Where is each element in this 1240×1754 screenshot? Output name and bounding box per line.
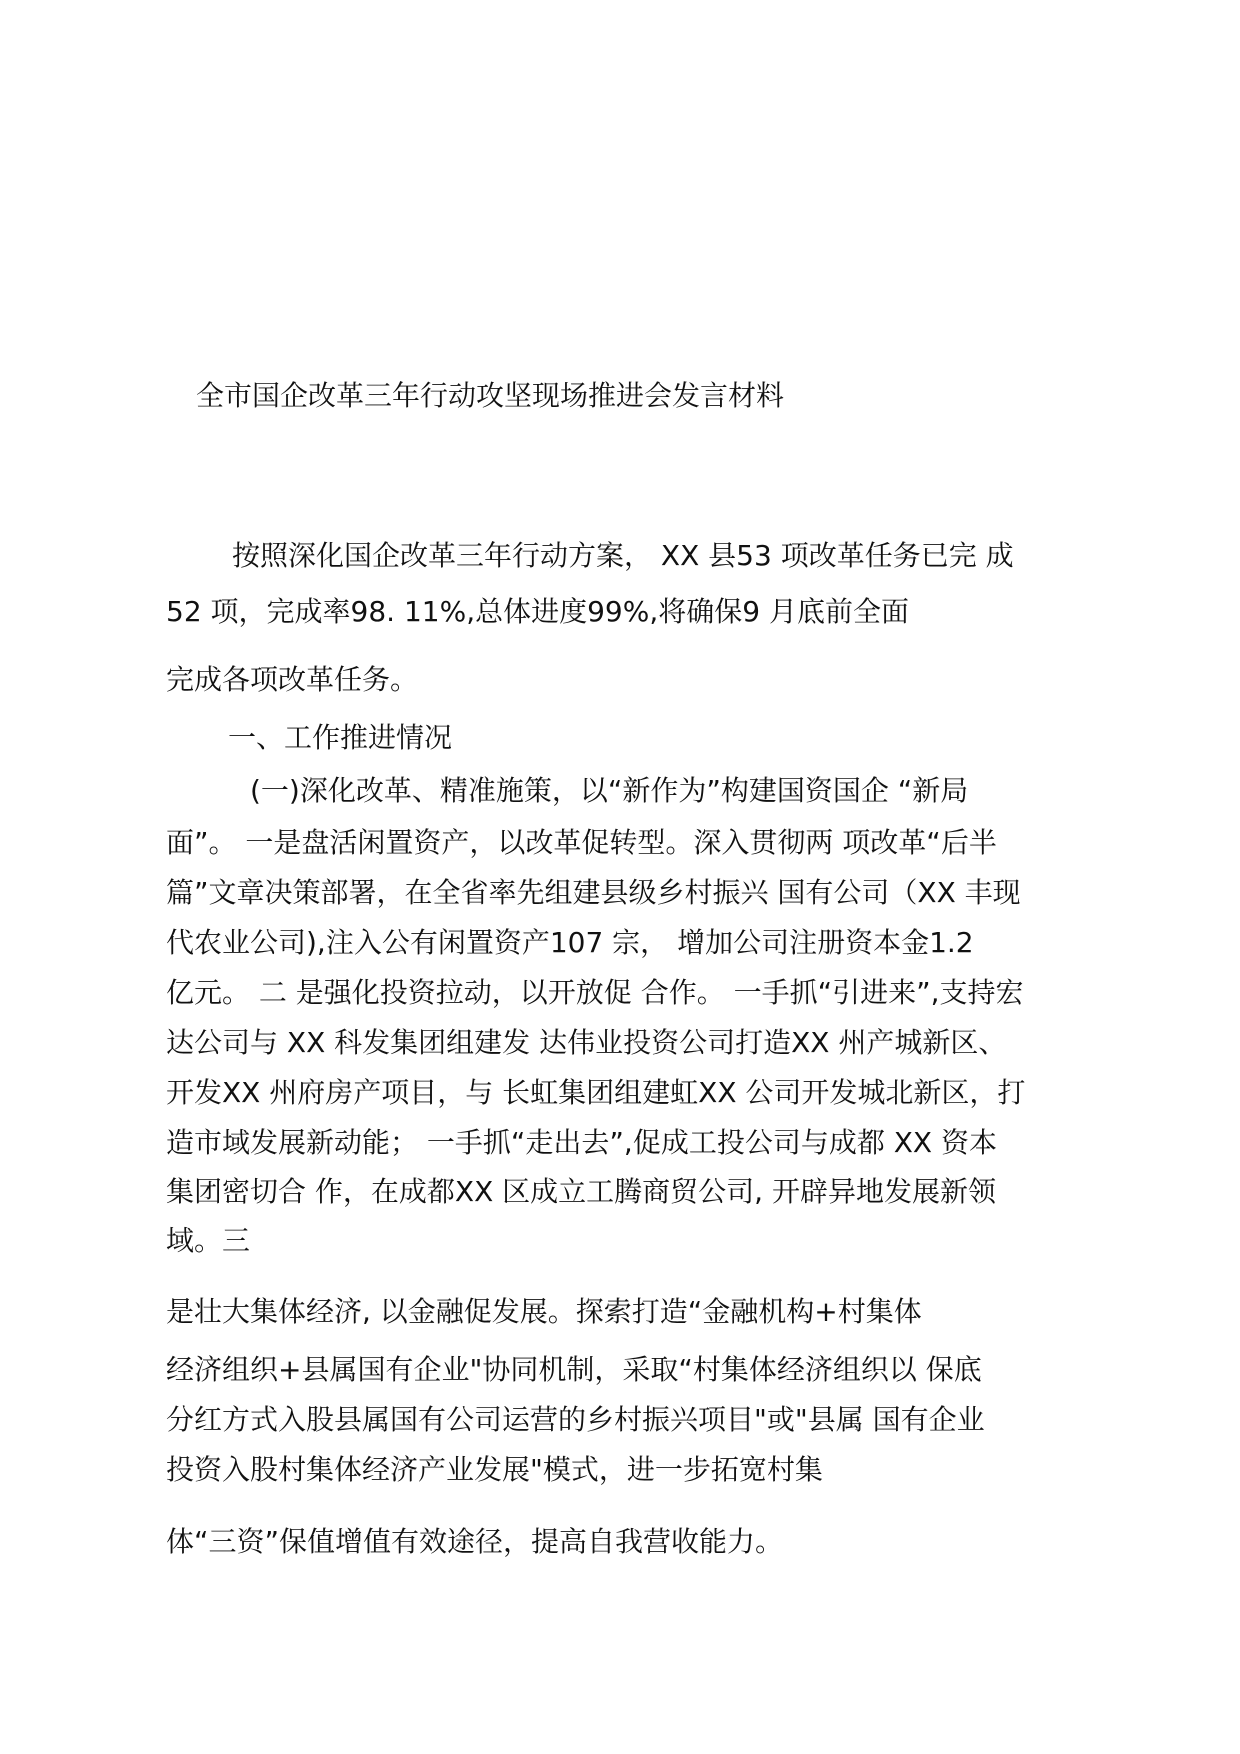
paragraph-line-18: 投资入股村集体经济产业发展"模式，进一步拓宽村集	[166, 1453, 823, 1486]
paragraph-line-1: 按照深化国企改革三年行动方案， XX 县53 项改革任务已完 成	[232, 539, 1014, 572]
paragraph-line-10: 达公司与 XX 科发集团组建发 达伟业投资公司打造XX 州产城新区、	[166, 1026, 1007, 1059]
paragraph-line-12: 造市域发展新动能； 一手抓“走出去”,促成工投公司与成都 XX 资本	[166, 1126, 997, 1159]
paragraph-line-7: 篇”文章决策部署，在全省率先组建县级乡村振兴 国有公司（XX 丰现	[166, 876, 1021, 909]
paragraph-line-5: (一)深化改革、精准施策，以“新作为”构建国资国企 “新局	[250, 774, 969, 807]
paragraph-line-2: 52 项，完成率98. 11%,总体进度99%,将确保9 月底前全面	[166, 595, 909, 628]
document-title: 全市国企改革三年行动攻坚现场推进会发言材料	[196, 379, 785, 412]
paragraph-line-9: 亿元。 二 是强化投资拉动，以开放促 合作。 一手抓“引进来”,支持宏	[166, 976, 1024, 1009]
paragraph-line-3: 完成各项改革任务。	[166, 663, 419, 696]
paragraph-line-15: 是壮大集体经济, 以金融促发展。探索打造“金融机构+村集体	[166, 1295, 922, 1328]
paragraph-line-8: 代农业公司),注入公有闲置资产107 宗， 增加公司注册资本金1.2	[166, 926, 974, 959]
paragraph-line-17: 分红方式入股县属国有公司运营的乡村振兴项目"或"县属 国有企业	[166, 1403, 985, 1436]
paragraph-line-11: 开发XX 州府房产项目，与 长虹集团组建虹XX 公司开发城北新区，打	[166, 1076, 1026, 1109]
paragraph-line-13: 集团密切合 作，在成都XX 区成立工腾商贸公司, 开辟异地发展新领	[166, 1175, 996, 1208]
paragraph-line-14: 域。三	[166, 1224, 251, 1257]
paragraph-line-19: 体“三资”保值增值有效途径，提高自我营收能力。	[166, 1525, 784, 1558]
paragraph-line-16: 经济组织+县属国有企业"协同机制，采取“村集体经济组织以 保底	[166, 1353, 982, 1386]
paragraph-line-6: 面”。 一是盘活闲置资产，以改革促转型。深入贯彻两 项改革“后半	[166, 826, 997, 859]
section-heading: 一、工作推进情况	[228, 721, 453, 754]
